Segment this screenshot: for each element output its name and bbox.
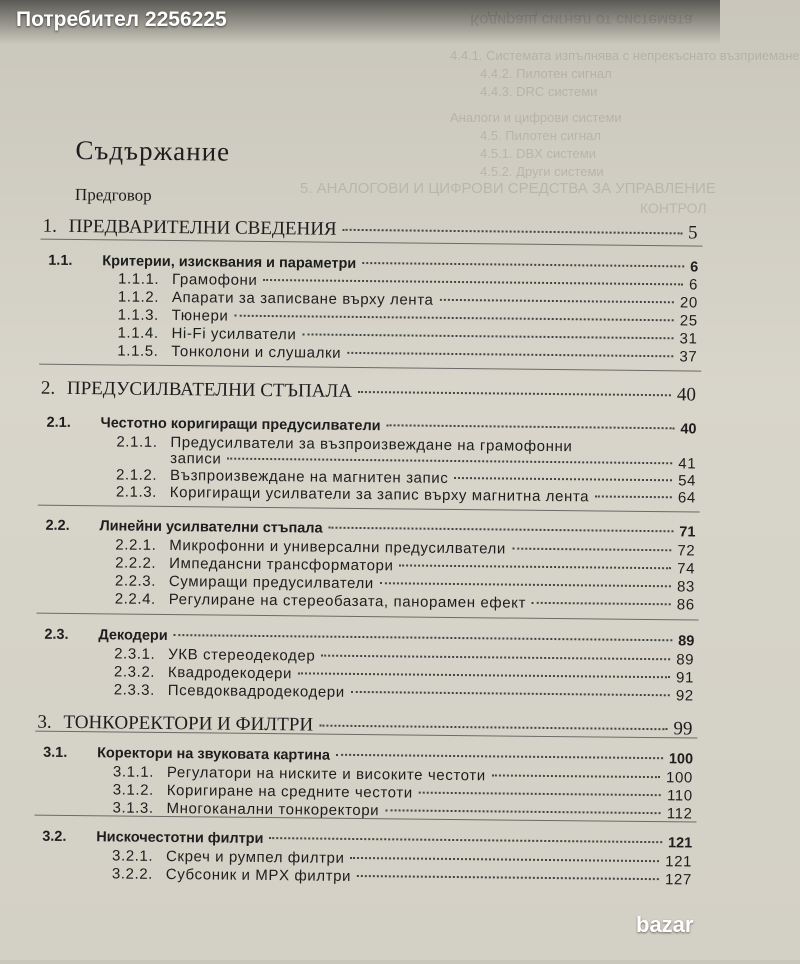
toc-page-number: 40	[680, 421, 697, 438]
toc-page-number: 127	[664, 871, 692, 889]
toc-page-number: 5	[687, 222, 698, 244]
toc-label: Апарати за записване върху лента	[171, 289, 434, 309]
toc-number	[116, 462, 170, 463]
toc-number: 2.1.3.	[115, 483, 158, 501]
toc-page-number: 100	[668, 751, 694, 768]
toc-label: ТОНКОРЕКТОРИ И ФИЛТРИ	[63, 711, 314, 736]
toc-number: 3.1.3.	[112, 799, 154, 817]
toc-chapter-entry	[41, 378, 696, 407]
toc-page-number: 89	[676, 651, 695, 669]
toc-page-number: 121	[667, 835, 693, 852]
toc-page-number: 74	[677, 560, 696, 578]
bleed-through-text: КОНТРОЛ	[640, 200, 707, 216]
toc-page-number: 99	[673, 718, 693, 740]
toc-page-number: 31	[679, 330, 698, 348]
toc-number: 2.3.1.	[114, 645, 156, 663]
toc-label: ПРЕДУСИЛВАТЕЛНИ СТЪПАЛА	[66, 377, 353, 402]
toc-page-number: 92	[675, 687, 694, 705]
toc-label: Коригиране на средните честоти	[166, 781, 413, 802]
toc-leader-dots	[439, 299, 674, 303]
toc-number: 3.1.2.	[112, 781, 154, 799]
toc-page-number: 25	[679, 312, 698, 330]
toc-number: 1.1.	[48, 252, 73, 269]
toc-page-number: 54	[678, 472, 697, 490]
toc-number: 3.1.1.	[112, 763, 155, 781]
bleed-through-text: Аналоги и цифрови системи	[450, 110, 622, 125]
toc-page-number: 41	[678, 455, 697, 473]
toc-page-number: 86	[676, 596, 695, 614]
toc-label: Квадродекодери	[167, 664, 293, 683]
toc-number: 1.1.4.	[117, 324, 159, 342]
toc-label: Импедансни трансформатори	[169, 555, 394, 575]
section-divider	[39, 364, 701, 372]
toc-number: 3.2.	[42, 828, 67, 845]
toc-label: Тонколони и слушалки	[171, 343, 342, 362]
toc-number: 2.1.1.	[116, 433, 158, 451]
toc-label: Псевдоквадродекодери	[167, 681, 345, 701]
toc-leader-dots	[387, 424, 675, 429]
user-watermark: Потребител 2256225	[16, 8, 227, 31]
toc-label: Критерии, изисквания и параметри	[102, 253, 357, 272]
toc-label: Сумиращи предусилватели	[168, 573, 374, 593]
toc-number: 2.3.3.	[113, 681, 156, 699]
toc-label: Скреч и румпел филтри	[165, 847, 345, 867]
toc-label: Възпроизвеждане на магнитен запис	[169, 467, 449, 487]
toc-number: 2.2.3.	[114, 572, 157, 590]
toc-page-number: 6	[690, 259, 699, 276]
toc-number: 1.1.1.	[118, 270, 160, 288]
toc-number: 2.3.	[44, 626, 69, 643]
toc-label: Микрофонни и универсални предусилватели	[169, 537, 506, 558]
toc-number: 2.1.2.	[115, 466, 158, 484]
toc-leader-dots	[595, 495, 672, 498]
toc-page-number: 110	[666, 787, 693, 805]
toc-number: 3.1.	[43, 744, 68, 761]
toc-label: Коректори на звуковата картина	[97, 745, 331, 764]
toc-leader-dots	[343, 229, 682, 235]
toc-number: 1.1.5.	[117, 342, 159, 360]
bleed-through-text: 4.5.1. DBX системи	[480, 146, 596, 161]
toc-page-number: 112	[666, 805, 693, 823]
toc-leader-dots	[358, 391, 671, 396]
toc-page-number: 91	[675, 669, 695, 687]
toc-number: 2.1.	[46, 414, 71, 431]
toc-page-number: 20	[679, 294, 698, 312]
watermark-bar	[0, 0, 720, 44]
toc-number: 2.2.	[45, 517, 70, 534]
toc-label: Регулатори на ниските и високите честоти	[166, 763, 486, 785]
toc-page-number: 37	[679, 348, 698, 366]
toc-leader-dots	[270, 837, 663, 843]
toc-page-number: 71	[679, 524, 696, 541]
toc-leader-dots	[336, 754, 663, 759]
toc-label: Многоканални тонкоректори	[166, 799, 380, 820]
toc-number: 3.2.2.	[111, 865, 154, 883]
bleed-through-text: 4.5. Пилотен сигнал	[480, 128, 601, 143]
toc-page-number: 100	[665, 769, 693, 787]
toc-page-number: 6	[689, 276, 699, 294]
toc-page-number: 40	[676, 384, 697, 406]
preface-entry: Предговор	[74, 185, 152, 205]
bleed-through-text: 4.4.1. Системата изпълнява с непрекъснато възприемане	[450, 48, 800, 63]
toc-leader-dots	[351, 691, 670, 696]
toc-leader-dots	[174, 634, 673, 641]
toc-leader-dots	[321, 655, 670, 661]
bazar-logo: bazar	[636, 912, 694, 937]
toc-label: Линейни усилвателни стъпала	[99, 518, 323, 537]
toc-number: 2.	[40, 377, 56, 399]
toc-leader-dots	[492, 774, 660, 778]
toc-label: записи	[170, 450, 222, 468]
toc-number: 3.	[37, 711, 52, 733]
toc-label: Hi-Fi усилватели	[171, 325, 297, 344]
toc-leader-dots	[385, 809, 661, 814]
toc-label: ПРЕДВАРИТЕЛНИ СВЕДЕНИЯ	[68, 215, 337, 240]
bleed-through-text: 5. АНАЛОГОВИ И ЦИФРОВИ СРЕДСТВА ЗА УПРАВЛЕНИЕ	[300, 180, 716, 197]
toc-leader-dots	[512, 548, 671, 552]
toc-label: Грамофони	[172, 271, 258, 289]
toc-leader-dots	[351, 857, 660, 862]
toc-page-number: 89	[678, 633, 695, 650]
bleed-through-text: 4.4.3. DRC системи	[480, 84, 598, 99]
toc-leader-dots	[454, 477, 672, 481]
toc-leader-dots	[380, 582, 671, 587]
toc-leader-dots	[263, 279, 683, 285]
toc-leader-dots	[234, 315, 673, 322]
toc-leader-dots	[357, 875, 659, 880]
toc-leader-dots	[302, 333, 673, 339]
toc-number: 2.2.1.	[115, 536, 157, 554]
toc-leader-dots	[227, 458, 672, 465]
toc-number: 2.2.2.	[115, 554, 157, 572]
toc-page-number: 83	[676, 578, 695, 596]
toc-page-number: 72	[677, 542, 696, 560]
toc-number: 3.2.1.	[111, 847, 154, 865]
toc-label: Нискочестотни филтри	[96, 829, 264, 848]
bleed-through-text: 4.5.2. Други системи	[480, 164, 604, 179]
toc-number: 1.1.2.	[117, 288, 160, 306]
page-title: Съдържание	[75, 135, 231, 167]
toc-label: Тюнери	[171, 307, 229, 325]
toc-leader-dots	[400, 564, 672, 569]
toc-label: Субсоник и MPX филтри	[165, 865, 352, 885]
toc-label: Честотно коригиращи предусилватели	[100, 415, 381, 435]
section-divider	[38, 505, 700, 513]
toc-leader-dots	[329, 527, 674, 533]
toc-label: Предусилватели за възпроизвеждане на грамофонни	[170, 434, 573, 456]
toc-number: 1.1.3.	[117, 306, 159, 324]
toc-leader-dots	[319, 725, 667, 731]
toc-leader-dots	[419, 792, 661, 797]
toc-number: 1.	[42, 215, 57, 237]
toc-leader-dots	[298, 672, 670, 678]
toc-leader-dots	[362, 262, 684, 267]
toc-label: Коригиращи усилватели за запис върху магнитна лента	[169, 484, 590, 506]
toc-page-number: 64	[677, 489, 696, 507]
toc-label: Декодери	[98, 627, 168, 644]
toc-chapter-entry	[37, 712, 692, 741]
toc-number: 2.3.2.	[113, 663, 156, 681]
toc-number: 2.2.4.	[114, 590, 156, 608]
toc-page-number: 121	[665, 853, 693, 871]
toc-label: Регулиране на стереобазата, панорамен ефект	[168, 591, 527, 612]
toc-leader-dots	[532, 602, 671, 605]
bleed-through-text: 4.4.2. Пилотен сигнал	[480, 66, 612, 81]
toc-leader-dots	[347, 352, 673, 357]
toc-label: УКВ стереодекодер	[168, 646, 316, 665]
section-divider	[37, 613, 699, 621]
